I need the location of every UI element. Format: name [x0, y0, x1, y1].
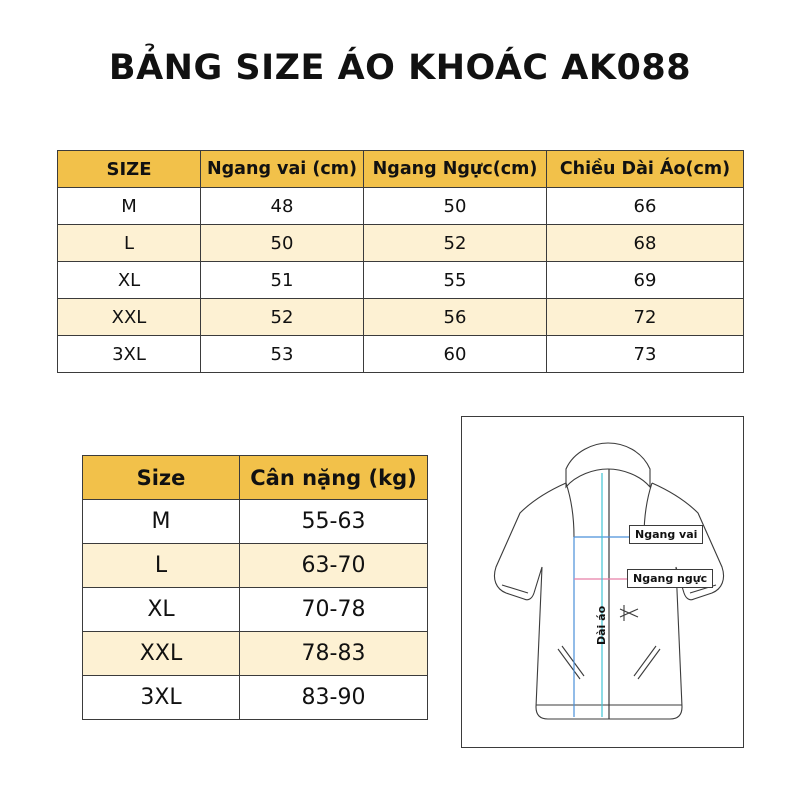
- cell-length: 72: [547, 299, 744, 336]
- label-dai-ao: Dài áo: [595, 605, 608, 645]
- cell-length: 73: [547, 336, 744, 373]
- table-row: [83, 676, 428, 720]
- cell-shoulder: 48: [201, 188, 364, 225]
- page-title: BẢNG SIZE ÁO KHOÁC AK088: [108, 48, 692, 88]
- cell-chest: 56: [364, 299, 547, 336]
- cell-chest: 50: [364, 188, 547, 225]
- cell-size: XL: [58, 262, 201, 299]
- cell-weight: 55-63: [240, 500, 428, 544]
- table-row: [58, 336, 744, 373]
- cell-size: M: [83, 500, 240, 544]
- table-header-row: [83, 456, 428, 500]
- column-header-size: SIZE: [58, 151, 201, 188]
- column-header-shoulder: Ngang vai (cm): [201, 151, 364, 188]
- cell-length: 68: [547, 225, 744, 262]
- column-header-weight: Cân nặng (kg): [240, 456, 428, 500]
- cell-size: 3XL: [58, 336, 201, 373]
- cell-chest: 52: [364, 225, 547, 262]
- column-header-chest: Ngang Ngực(cm): [364, 151, 547, 188]
- cell-chest: 60: [364, 336, 547, 373]
- cell-size: M: [58, 188, 201, 225]
- cell-weight: 83-90: [240, 676, 428, 720]
- label-ngang-nguc: Ngang ngực: [627, 569, 713, 588]
- weight-table: [82, 455, 428, 720]
- cell-length: 69: [547, 262, 744, 299]
- cell-shoulder: 50: [201, 225, 364, 262]
- table-row: [83, 500, 428, 544]
- table-row: [58, 188, 744, 225]
- cell-length: 66: [547, 188, 744, 225]
- cell-weight: 78-83: [240, 632, 428, 676]
- cell-chest: 55: [364, 262, 547, 299]
- cell-weight: 70-78: [240, 588, 428, 632]
- table-header-row: [58, 151, 744, 188]
- column-header-length: Chiều Dài Áo(cm): [547, 151, 744, 188]
- table-row: [58, 299, 744, 336]
- cell-shoulder: 52: [201, 299, 364, 336]
- cell-weight: 63-70: [240, 544, 428, 588]
- table-row: [83, 632, 428, 676]
- table-row: [83, 588, 428, 632]
- cell-size: 3XL: [83, 676, 240, 720]
- cell-size: L: [58, 225, 201, 262]
- column-header-size: Size: [83, 456, 240, 500]
- table-row: [58, 262, 744, 299]
- label-ngang-vai: Ngang vai: [629, 525, 703, 544]
- cell-size: L: [83, 544, 240, 588]
- table-row: [58, 225, 744, 262]
- table-row: [83, 544, 428, 588]
- measurement-table: [57, 150, 744, 373]
- cell-size: XXL: [58, 299, 201, 336]
- cell-size: XXL: [83, 632, 240, 676]
- cell-shoulder: 51: [201, 262, 364, 299]
- cell-size: XL: [83, 588, 240, 632]
- jacket-measurement-diagram: [461, 416, 744, 748]
- cell-shoulder: 53: [201, 336, 364, 373]
